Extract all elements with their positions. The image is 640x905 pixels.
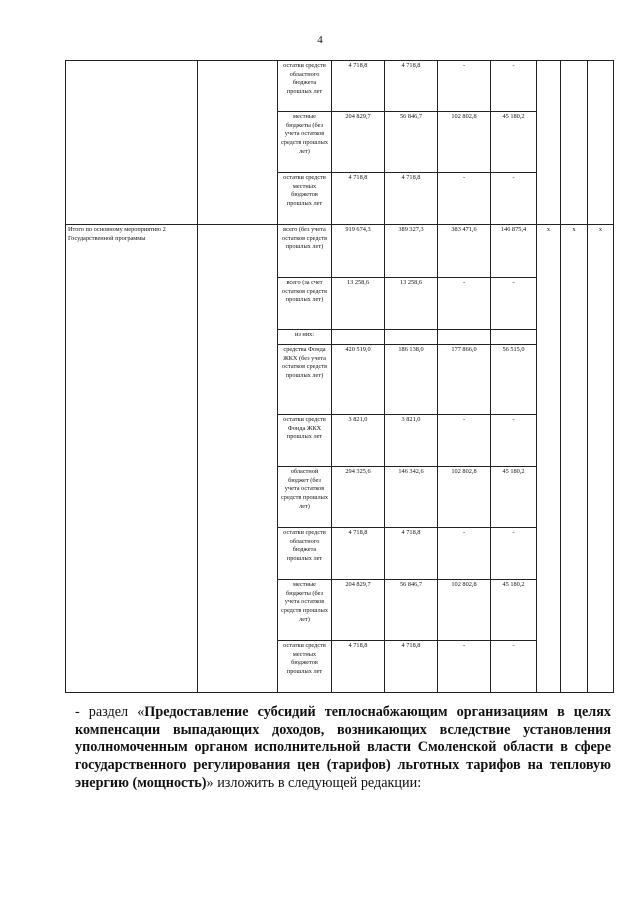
value-year-2: 102 802,8 (438, 467, 491, 528)
value-year-2: 102 802,8 (438, 580, 491, 641)
value-year-1: 146 342,6 (385, 467, 438, 528)
x-mark: x (588, 225, 614, 693)
value-year-3: - (491, 415, 537, 467)
value-year-1: 389 327,3 (385, 225, 438, 278)
x-mark: x (537, 225, 561, 693)
value-year-3: 45 180,2 (491, 112, 537, 173)
value-total: 4 718,8 (332, 173, 385, 225)
value-year-1: 3 821,0 (385, 415, 438, 467)
value-year-1: 56 846,7 (385, 580, 438, 641)
value-year-3: 45 180,2 (491, 580, 537, 641)
value-total (332, 330, 385, 345)
value-total: 294 325,6 (332, 467, 385, 528)
paragraph-lead: - раздел « (75, 704, 145, 721)
value-year-1: 4 718,8 (385, 173, 438, 225)
table-row (66, 225, 614, 278)
value-total: 3 821,0 (332, 415, 385, 467)
value-year-1: 186 138,0 (385, 345, 438, 415)
empty-cell (561, 61, 588, 225)
funding-source: остатки средств местных бюджетов прошлых лет (278, 173, 332, 225)
funding-source: местные бюджеты (без учета остатков средств прошлых лет) (278, 580, 332, 641)
funding-source: остатки средств местных бюджетов прошлых лет (278, 641, 332, 693)
value-total: 4 718,8 (332, 61, 385, 112)
value-year-3: 56 515,0 (491, 345, 537, 415)
value-year-2: - (438, 641, 491, 693)
value-year-3 (491, 330, 537, 345)
empty-cell (588, 61, 614, 225)
empty-cell (66, 61, 198, 225)
value-year-3: - (491, 641, 537, 693)
value-total: 4 718,8 (332, 528, 385, 580)
paragraph-tail: » изложить в следующей редакции: (206, 774, 422, 791)
value-year-1: 4 718,8 (385, 641, 438, 693)
value-year-1: 4 718,8 (385, 528, 438, 580)
value-year-2: - (438, 61, 491, 112)
page-number: 4 (317, 34, 323, 46)
summary-label: Итого по основному мероприятию 2 Государственной программы (66, 225, 198, 693)
funding-source: остатки средств областного бюджета прошлых лет (278, 528, 332, 580)
value-year-2: - (438, 278, 491, 330)
funding-source: средства Фонда ЖКХ (без учета остатков средств прошлых лет) (278, 345, 332, 415)
value-year-2: - (438, 528, 491, 580)
value-year-3: 45 180,2 (491, 467, 537, 528)
funding-source: из них: (278, 330, 332, 345)
funding-source: местные бюджеты (без учета остатков средств прошлых лет) (278, 112, 332, 173)
empty-cell (537, 61, 561, 225)
value-year-2: 102 802,8 (438, 112, 491, 173)
value-total: 204 829,7 (332, 112, 385, 173)
value-year-2 (438, 330, 491, 345)
value-year-1: 56 846,7 (385, 112, 438, 173)
empty-cell (198, 225, 278, 693)
funding-source: областной бюджет (без учета остатков средств прошлых лет) (278, 467, 332, 528)
section-paragraph (75, 704, 611, 792)
value-year-3: - (491, 528, 537, 580)
value-total: 13 258,6 (332, 278, 385, 330)
value-total: 919 674,3 (332, 225, 385, 278)
empty-cell (198, 61, 278, 225)
budget-table (65, 60, 614, 693)
section-title: Предоставление субсидий теплоснабжающим организациям в целях компенсации выпадающих доходов, возникающих вследствие установления уполномоченным органом исполнительной власти Смоленской области в сфере государственного регулирования цен (тарифов) льготных тарифов на тепловую энергию (мощность) (75, 704, 611, 791)
value-year-2: - (438, 173, 491, 225)
value-year-3: - (491, 173, 537, 225)
funding-source: остатки средств Фонда ЖКХ прошлых лет (278, 415, 332, 467)
value-year-3: - (491, 278, 537, 330)
x-mark: x (561, 225, 588, 693)
value-year-2: 177 866,0 (438, 345, 491, 415)
table-row (66, 61, 614, 112)
funding-source: остатки средств областного бюджета прошлых лет (278, 61, 332, 112)
value-year-2: - (438, 415, 491, 467)
funding-source: всего (без учета остатков средств прошлых лет) (278, 225, 332, 278)
value-year-1: 4 718,8 (385, 61, 438, 112)
value-year-3: 146 875,4 (491, 225, 537, 278)
value-total: 4 718,8 (332, 641, 385, 693)
funding-source: всего (за счет остатков средств прошлых лет) (278, 278, 332, 330)
value-total: 204 829,7 (332, 580, 385, 641)
value-year-1 (385, 330, 438, 345)
value-year-1: 13 258,6 (385, 278, 438, 330)
value-year-3: - (491, 61, 537, 112)
value-total: 420 519,0 (332, 345, 385, 415)
value-year-2: 383 471,6 (438, 225, 491, 278)
